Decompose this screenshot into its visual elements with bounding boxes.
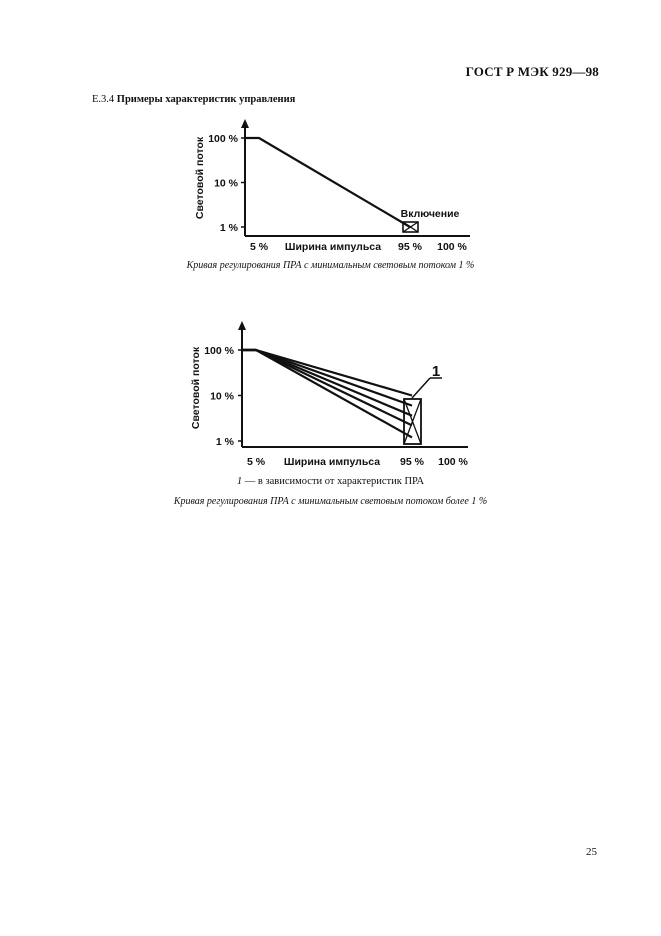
chart-1-x-tick-label: 100 % xyxy=(437,241,467,253)
chart-1-y-tick-label: 10 % xyxy=(214,177,238,190)
chart-1-caption: Кривая регулирования ПРА с минимальным световым потоком 1 % xyxy=(186,260,475,271)
chart-2-series-line-3 xyxy=(242,350,412,416)
chart-1-x-tick-label: 5 % xyxy=(249,241,269,253)
chart-2-callout-label: 1 xyxy=(431,363,441,380)
chart-2-series-line-2 xyxy=(242,350,412,406)
chart-1-x-tick-label: 95 % xyxy=(398,241,422,253)
chart-1-x-label: Ширина импульса xyxy=(284,241,382,253)
chart-2-y-tick-label: 100 % xyxy=(204,345,234,357)
chart-2-note-marker: 1 xyxy=(236,476,243,487)
standard-header: ГОСТ Р МЭК 929—98 xyxy=(465,64,599,79)
chart-2-caption: Кривая регулирования ПРА с минимальным световым потоком более 1 % xyxy=(173,496,488,507)
chart-2-callout-leader xyxy=(412,378,430,398)
chart-1-y-tick-label: 1 % xyxy=(219,222,238,234)
chart-2-note-text: — в зависимости от характеристик ПРА xyxy=(242,476,425,487)
chart-1-y-label: Световой поток xyxy=(194,136,206,220)
chart-2-y-tick-label: 1 % xyxy=(215,436,234,448)
chart-2-y-arrow xyxy=(238,321,246,330)
chart-2-x-tick-label: 5 % xyxy=(246,456,266,468)
chart-2-series-line-5 xyxy=(242,350,412,437)
section-title: Примеры характеристик управления xyxy=(116,94,296,105)
chart-2-range-box xyxy=(404,399,421,444)
chart-1-annotation: Включение xyxy=(400,208,460,220)
chart-2-y-tick-label: 10 % xyxy=(210,390,234,403)
chart-1-y-tick-label: 100 % xyxy=(208,133,238,145)
page-number: 25 xyxy=(586,846,597,858)
chart-2-x-tick-label: 100 % xyxy=(438,456,468,468)
chart-2-y-label: Световой поток xyxy=(190,346,202,430)
section-number: Е.3.4 xyxy=(92,94,115,105)
chart-2-x-label: Ширина импульса xyxy=(283,456,381,468)
chart-2-x-tick-label: 95 % xyxy=(400,456,424,468)
chart-2-note xyxy=(0,476,661,487)
